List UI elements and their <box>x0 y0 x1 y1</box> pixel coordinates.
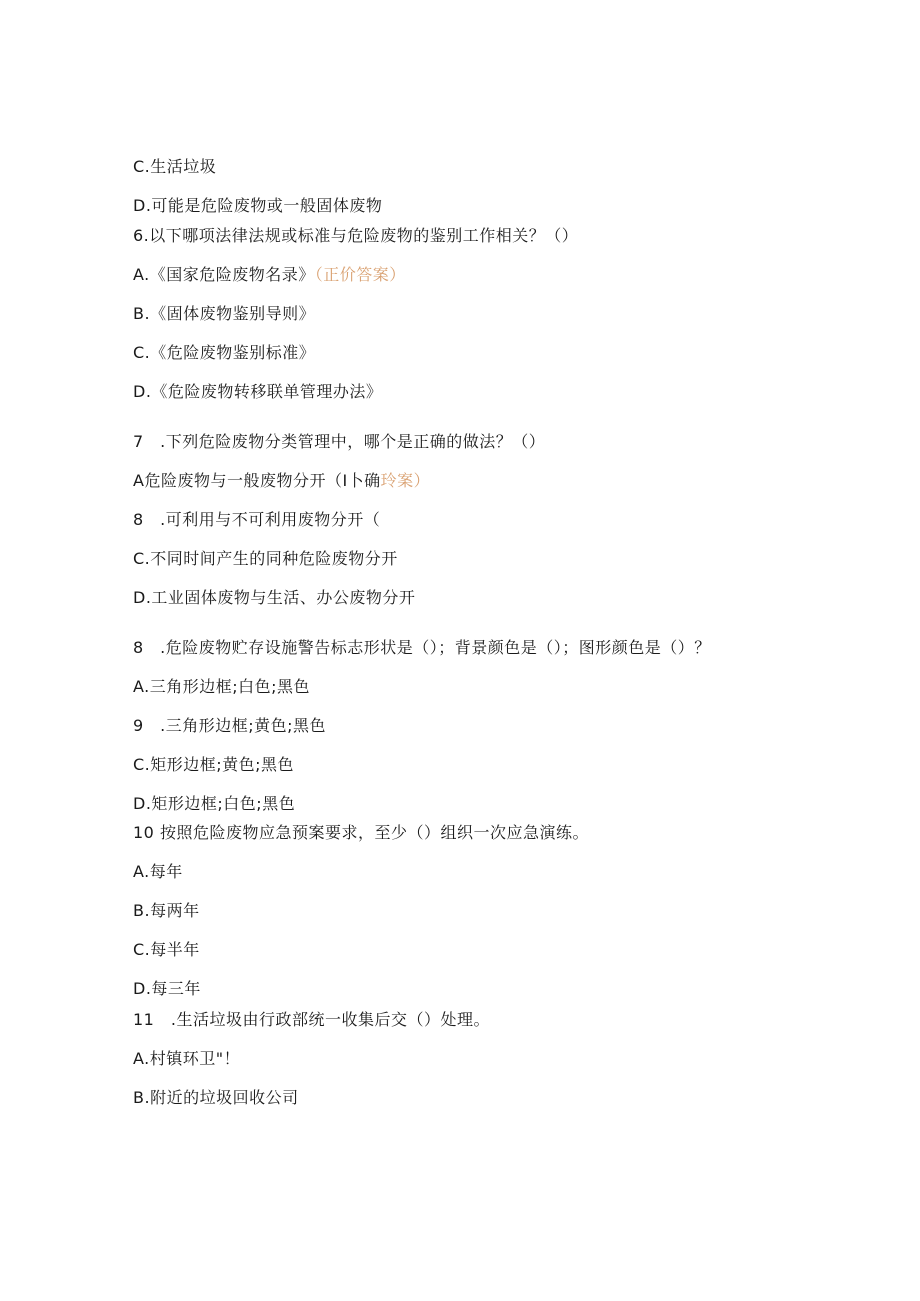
option-c-line: C.矩形边框;黄色;黑色 <box>133 755 295 774</box>
option-c-line: C.每半年 <box>133 940 200 959</box>
option-a-line: A.三角形边框;白色;黑色 <box>133 677 311 696</box>
question-7: 7 .下列危险废物分类管理中，哪个是正确的做法？（） <box>133 432 546 451</box>
option-a-line: A危险废物与一般废物分开（I卜确玲案） <box>133 471 431 490</box>
option-d-line: D.可能是危险废物或一般固体废物 <box>133 196 383 215</box>
option-c-line: C.《危险废物鉴别标准》 <box>133 343 316 362</box>
question-8: 8 .危险废物贮存设施警告标志形状是（）；背景颜色是（）；图形颜色是（）？ <box>133 638 711 657</box>
option-d-line: D.矩形边框;白色;黑色 <box>133 794 296 813</box>
question-11: 11 .生活垃圾由行政部统一收集后交（）处理。 <box>133 1010 490 1029</box>
option-d-line: D.工业固体废物与生活、办公废物分开 <box>133 588 416 607</box>
option-a-line: A.村镇环卫"！ <box>133 1049 241 1068</box>
option-b-line: 9 .三角形边框;黄色;黑色 <box>133 716 327 735</box>
answer-marker: 玲案） <box>380 471 431 490</box>
option-d-line: D.每三年 <box>133 979 201 998</box>
option-b-line: B.附近的垃圾回收公司 <box>133 1088 299 1107</box>
question-6: 6.以下哪项法律法规或标准与危险废物的鉴别工作相关？（） <box>133 226 579 245</box>
option-b-line: B.《固体废物鉴别导则》 <box>133 304 316 323</box>
option-a-line: A.每年 <box>133 862 183 881</box>
option-a-line: A.《国家危险废物名录》（正价答案） <box>133 265 406 284</box>
option-c-line: C.不同时间产生的同种危险废物分开 <box>133 549 398 568</box>
option-c-line: C.生活垃圾 <box>133 157 217 176</box>
answer-marker: （正价答案） <box>314 265 406 284</box>
option-b-line: B.每两年 <box>133 901 200 920</box>
option-b-line: 8 .可利用与不可利用废物分开（ <box>133 510 381 529</box>
option-d-line: D.《危险废物转移联单管理办法》 <box>133 382 383 401</box>
question-10: 10 按照危险废物应急预案要求，至少（）组织一次应急演练。 <box>133 823 589 842</box>
